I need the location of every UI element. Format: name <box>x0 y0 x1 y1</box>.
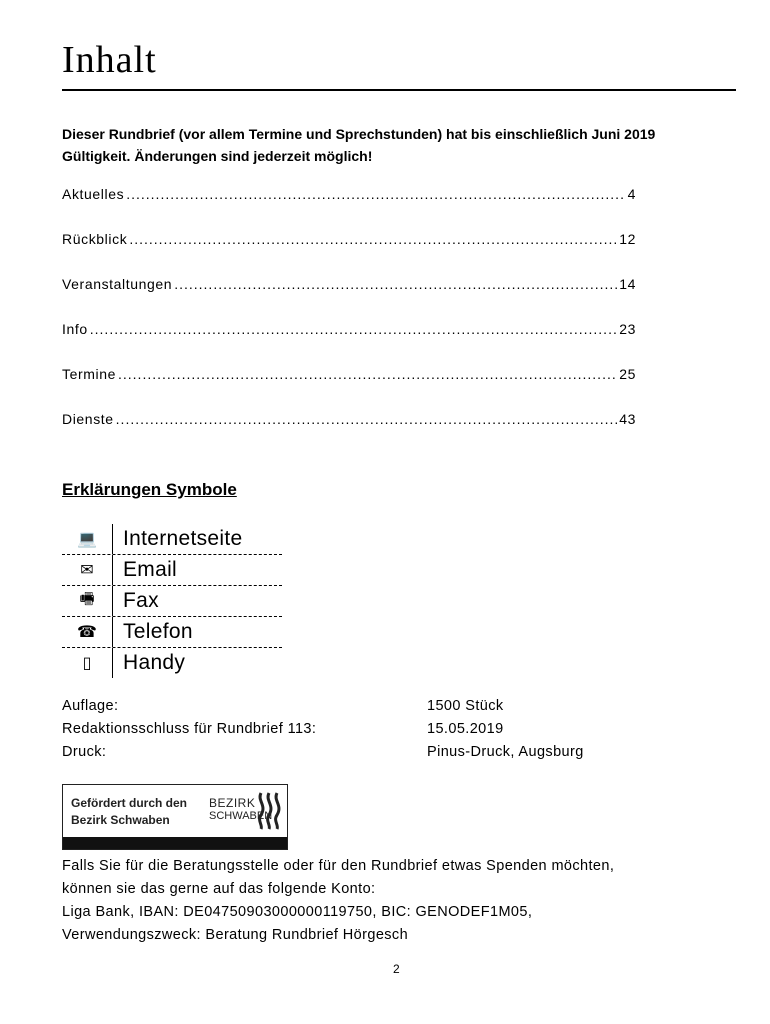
toc-label: Dienste <box>62 411 114 427</box>
symbol-label: Fax <box>123 589 159 612</box>
symbol-label: Telefon <box>123 620 193 643</box>
donation-text <box>62 855 722 947</box>
toc-entry-rueckblick[interactable] <box>62 231 636 276</box>
toc-leader <box>90 321 617 337</box>
toc-page: 12 <box>619 231 636 247</box>
logo-line1: Gefördert durch den <box>71 796 188 810</box>
intro-text: Dieser Rundbrief (vor allem Termine und Sprechstunden) hat bis einschließlich Juni 2019 Gültigkeit. Änderungen sind jederzeit möglich! <box>62 126 656 164</box>
toc-label: Rückblick <box>62 231 128 247</box>
toc-leader <box>116 411 618 427</box>
symbol-row-handy <box>62 648 282 678</box>
meta-value: 15.05.2019 <box>427 721 504 737</box>
toc-leader <box>174 276 617 292</box>
computer-icon: 💻 <box>62 524 113 554</box>
toc-label: Aktuelles <box>62 186 125 202</box>
donation-line: Verwendungszweck: Beratung Rundbrief Hörgesch <box>62 927 409 943</box>
toc-page: 43 <box>619 411 636 427</box>
toc-label: Termine <box>62 366 116 382</box>
bezirk-emblem-icon <box>255 789 285 831</box>
toc-leader <box>126 186 625 202</box>
donation-line: können sie das gerne auf das folgende Konto: <box>62 881 376 897</box>
symbol-row-email <box>62 555 282 586</box>
donation-line: Falls Sie für die Beratungsstelle oder für den Rundbrief etwas Spenden möchten, <box>62 858 615 874</box>
logo-brand-line2: SCHWABEN <box>209 810 273 822</box>
logo-footer-bar <box>63 837 287 849</box>
table-of-contents <box>62 186 636 456</box>
meta-label: Auflage: <box>62 698 119 714</box>
fax-icon: 🖷 <box>62 586 113 616</box>
toc-page: 23 <box>619 321 636 337</box>
logo-brand-line1: BEZIRK <box>209 796 256 810</box>
toc-leader <box>118 366 617 382</box>
symbols-heading: Erklärungen Symbole <box>62 480 237 499</box>
logo-line2: Bezirk Schwaben <box>71 813 170 827</box>
symbol-label: Internetseite <box>123 527 243 550</box>
toc-page: 14 <box>619 276 636 292</box>
sponsor-logo <box>62 784 288 850</box>
meta-row-auflage <box>62 698 622 721</box>
meta-value: Pinus-Druck, Augsburg <box>427 744 584 760</box>
toc-label: Veranstaltungen <box>62 276 173 292</box>
toc-page: 4 <box>627 186 636 202</box>
meta-label: Druck: <box>62 744 107 760</box>
publication-details <box>62 698 622 767</box>
toc-leader <box>129 231 617 247</box>
donation-line: Liga Bank, IBAN: DE04750903000000119750, BIC: GENODEF1M05, <box>62 904 533 920</box>
meta-label: Redaktionsschluss für Rundbrief 113: <box>62 721 317 737</box>
page-number: 2 <box>393 962 400 976</box>
toc-entry-info[interactable] <box>62 321 636 366</box>
toc-entry-veranstaltungen[interactable] <box>62 276 636 321</box>
symbol-row-telefon <box>62 617 282 648</box>
toc-label: Info <box>62 321 88 337</box>
toc-entry-termine[interactable] <box>62 366 636 411</box>
telephone-icon: ☎ <box>62 617 113 647</box>
envelope-icon: ✉ <box>62 555 113 585</box>
meta-row-druck <box>62 744 622 767</box>
symbol-label: Handy <box>123 651 186 674</box>
toc-entry-dienste[interactable] <box>62 411 636 456</box>
title-rule <box>62 89 736 91</box>
toc-page: 25 <box>619 366 636 382</box>
symbols-legend <box>62 524 282 678</box>
mobile-icon: ▯ <box>62 648 113 678</box>
symbol-row-fax <box>62 586 282 617</box>
symbol-label: Email <box>123 558 178 581</box>
toc-entry-aktuelles[interactable] <box>62 186 636 231</box>
logo-text <box>71 795 187 829</box>
page-title: Inhalt <box>62 39 157 81</box>
meta-value: 1500 Stück <box>427 698 504 714</box>
meta-row-redaktionsschluss <box>62 721 622 744</box>
symbol-row-internet <box>62 524 282 555</box>
